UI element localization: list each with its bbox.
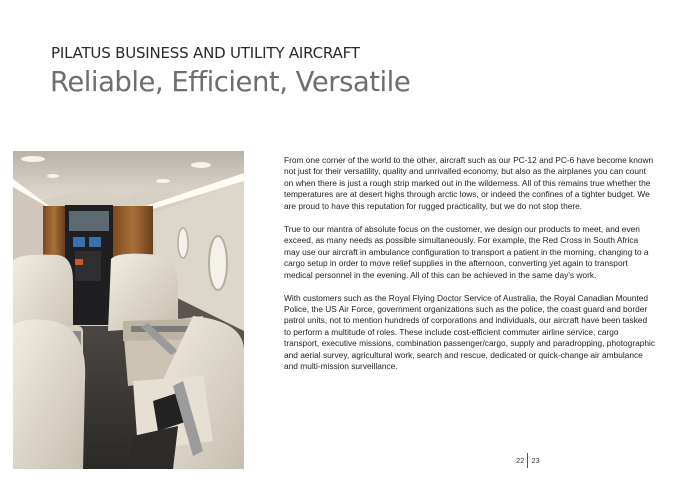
cabin-interior-photo	[13, 151, 244, 469]
body-paragraph-3: With customers such as the Royal Flying Doctor Service of Australia, the Royal Canadian Mounted Police, the US Air Force, government organizations such as the police, the coast guard and border patrol units, not to mention hundreds of corporations and individuals, our aircraft have been tasked to perform a multitude of roles. These include cost-efficient commuter airline service, cargo transport, executive missions, combination passenger/cargo, supply and paradropping, photographic and aerial survey, agricultural work, search and rescue, dedicated or quick-change air ambulance and multi-mission surveillance.	[284, 292, 656, 372]
page-number-right: 23	[531, 455, 540, 465]
section-kicker: PILATUS BUSINESS AND UTILITY AIRCRAFT	[51, 44, 360, 62]
cabin-illustration	[13, 151, 244, 469]
body-copy	[284, 155, 656, 384]
body-paragraph-1: From one corner of the world to the other, aircraft such as our PC-12 and PC-6 have become known not just for their versatility, quality and unrivalled economy, but also as the airplanes you can count on when there is just a rough strip marked out in the wilderness. All of this remains true whether the temperatures are at desert highs through arctic lows, or indeed the confines of a tighter budget. We are proud to have this reputation for rugged practicality, but we do not stop there.	[284, 155, 654, 211]
body-paragraph-2: True to our mantra of absolute focus on the customer, we design our products to meet, and even exceed, as many needs as possible simultaneously. For example, the Red Cross in South Africa may use our aircraft in ambulance configuration to transport a patient in the morning, changing to a cargo setup in order to move relief supplies in the afternoon, converting yet again to transport medical personnel in the evening. All of this can be achieved in the same day's work.	[284, 223, 649, 280]
page-number-divider	[527, 453, 528, 468]
page-number-left: 22	[516, 455, 525, 465]
page-numbers	[516, 452, 540, 468]
page-headline: Reliable, Efficient, Versatile	[50, 66, 411, 98]
